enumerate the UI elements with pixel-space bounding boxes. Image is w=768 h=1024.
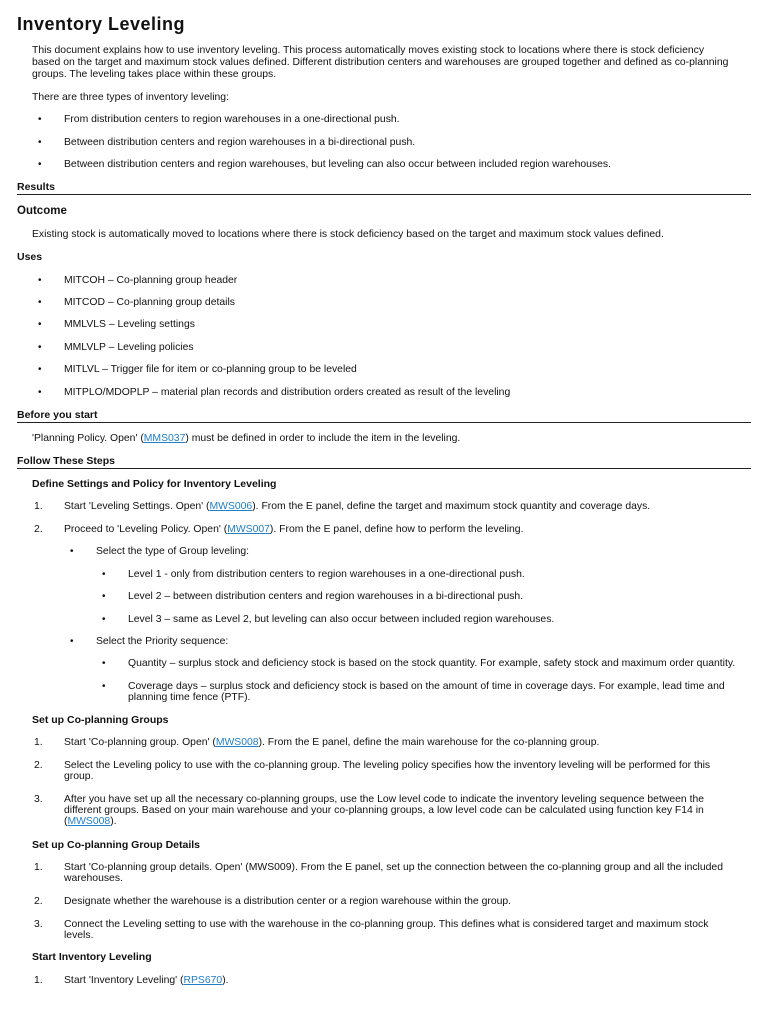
start-step-1-post: ). [222, 975, 229, 986]
bullet-icon: • [38, 342, 42, 353]
priority-item: Select the Priority sequence: [96, 636, 229, 647]
mws008-link[interactable]: MWS008 [215, 737, 259, 748]
define-step-2-pre: Proceed to 'Leveling Policy. Open' ( [64, 524, 228, 535]
step-number: 2. [34, 524, 43, 535]
before-heading: Before you start [17, 409, 751, 423]
step-number: 1. [34, 737, 43, 748]
uses-item-5: MITLVL – Trigger file for item or co-planning group to be leveled [64, 364, 357, 375]
intro-line-1: This document explains how to use inventory leveling. This process automatically moves existing stock to locations where there is stock deficiency [32, 45, 705, 56]
coverage-item-line-1: Coverage days – surplus stock and deficiency stock is based on the amount of time in coverage days. For example, lead time and [128, 681, 725, 692]
coplan-step-3-line-2: different groups. Based on your main warehouse and your co-planning groups, a low level code can be calculated using function key F14 in [64, 805, 704, 816]
coverage-item-line-2: planning time fence (PTF). [128, 692, 251, 703]
bullet-icon: • [38, 114, 42, 125]
bullet-icon: • [38, 275, 42, 286]
rps670-link[interactable]: RPS670 [183, 975, 223, 986]
define-step-1 [64, 501, 650, 512]
mws008-link[interactable]: MWS008 [67, 816, 111, 827]
details-step-1-line-2: warehouses. [64, 873, 123, 884]
bullet-icon: • [38, 159, 42, 170]
before-text [32, 433, 460, 444]
before-text-post: ) must be defined in order to include the item in the leveling. [185, 433, 461, 444]
define-heading: Define Settings and Policy for Inventory Leveling [32, 478, 277, 490]
step-number: 3. [34, 794, 43, 805]
coplan-step-3-line-1: After you have set up all the necessary co-planning groups, use the Low level code to indicate the inventory leveling sequence between the [64, 794, 705, 805]
details-step-1-line-1: Start 'Co-planning group details. Open' (MWS009). From the E panel, set up the connection between the co-planning group and all the included [64, 862, 723, 873]
bullet-icon: • [102, 681, 106, 692]
bullet-icon: • [38, 364, 42, 375]
bullet-icon: • [70, 636, 74, 647]
outcome-text: Existing stock is automatically moved to locations where there is stock deficiency based on the target and maximum stock values defined. [32, 229, 664, 240]
type-item-1: From distribution centers to region warehouses in a one-directional push. [64, 114, 400, 125]
coplan-step-2-line-1: Select the Leveling policy to use with the co-planning group. The leveling policy specifies how the inventory leveling will be performed for this [64, 760, 711, 771]
bullet-icon: • [38, 387, 42, 398]
intro-line-2: based on the target and maximum stock values defined. Different distribution centers and warehouses are grouped together and defined as co-planning [32, 57, 729, 68]
start-step-1-pre: Start 'Inventory Leveling' ( [64, 975, 184, 986]
coplan-heading: Set up Co-planning Groups [32, 714, 169, 726]
step-number: 3. [34, 919, 43, 930]
mws006-link[interactable]: MWS006 [209, 501, 253, 512]
step-number: 2. [34, 896, 43, 907]
uses-item-4: MMLVLP – Leveling policies [64, 342, 194, 353]
coplan-step-2-line-2: group. [64, 771, 94, 782]
outcome-heading: Outcome [17, 205, 67, 217]
mws007-link[interactable]: MWS007 [227, 524, 270, 535]
uses-item-3: MMLVLS – Leveling settings [64, 319, 195, 330]
bullet-icon: • [102, 591, 106, 602]
level-2-item: Level 2 – between distribution centers and region warehouses in a bi-directional push. [128, 591, 524, 602]
types-intro: There are three types of inventory leveling: [32, 92, 229, 103]
coplan-step-3-line-3 [64, 816, 117, 827]
bullet-icon: • [102, 658, 106, 669]
uses-item-2: MITCOD – Co-planning group details [64, 297, 235, 308]
before-text-pre: 'Planning Policy. Open' ( [32, 433, 144, 444]
coplan-step-1-pre: Start 'Co-planning group. Open' ( [64, 737, 216, 748]
type-item-2: Between distribution centers and region warehouses in a bi-directional push. [64, 137, 416, 148]
uses-heading: Uses [17, 251, 43, 263]
mms037-link[interactable]: MMS037 [143, 433, 186, 444]
bullet-icon: • [102, 614, 106, 625]
bullet-icon: • [70, 546, 74, 557]
type-item-3: Between distribution centers and region warehouses, but leveling can also occur between included region warehouses. [64, 159, 612, 170]
define-step-2 [64, 524, 523, 535]
coplan-step-3-pre: ( [64, 816, 68, 827]
start-heading: Start Inventory Leveling [32, 951, 152, 963]
page-title: Inventory Leveling [17, 14, 186, 34]
define-step-1-pre: Start 'Leveling Settings. Open' ( [64, 501, 210, 512]
level-1-item: Level 1 - only from distribution centers to region warehouses in a one-directional push. [128, 569, 525, 580]
coplan-step-3-post: ). [110, 816, 117, 827]
bullet-icon: • [38, 137, 42, 148]
level-3-item: Level 3 – same as Level 2, but leveling can also occur between included region warehouses. [128, 614, 555, 625]
define-step-2-post: ). From the E panel, define how to perform the leveling. [269, 524, 524, 535]
details-heading: Set up Co-planning Group Details [32, 839, 200, 851]
uses-item-1: MITCOH – Co-planning group header [64, 275, 238, 286]
step-number: 1. [34, 501, 43, 512]
results-heading: Results [17, 181, 751, 195]
step-number: 1. [34, 862, 43, 873]
coplan-step-1 [64, 737, 599, 748]
step-number: 1. [34, 975, 43, 986]
intro-line-3: groups. The leveling takes place within these groups. [32, 69, 277, 80]
uses-item-6: MITPLO/MDOPLP – material plan records and distribution orders created as result of the leveling [64, 387, 511, 398]
define-step-1-post: ). From the E panel, define the target and maximum stock quantity and coverage days. [252, 501, 651, 512]
bullet-icon: • [102, 569, 106, 580]
coplan-step-1-post: ). From the E panel, define the main warehouse for the co-planning group. [258, 737, 600, 748]
details-step-3-line-2: levels. [64, 930, 94, 941]
steps-heading: Follow These Steps [17, 455, 751, 469]
details-step-3-line-1: Connect the Leveling setting to use with the warehouse in the co-planning group. This defines what is considered target and maximum stock [64, 919, 709, 930]
details-step-2: Designate whether the warehouse is a distribution center or a region warehouse within the group. [64, 896, 512, 907]
group-type-item: Select the type of Group leveling: [96, 546, 250, 557]
bullet-icon: • [38, 319, 42, 330]
start-step-1 [64, 975, 229, 986]
quantity-item: Quantity – surplus stock and deficiency stock is based on the stock quantity. For example, safety stock and maximum order quantity. [128, 658, 736, 669]
step-number: 2. [34, 760, 43, 771]
bullet-icon: • [38, 297, 42, 308]
